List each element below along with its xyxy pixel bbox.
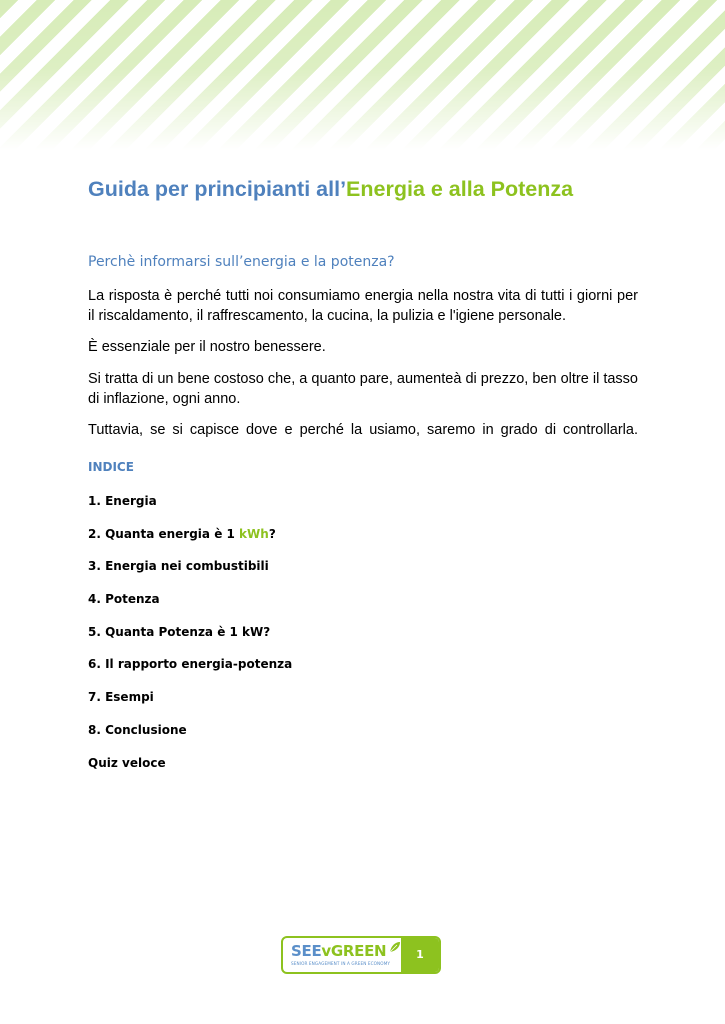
toc-item-rapporto: 6. Il rapporto energia-potenza	[88, 657, 293, 672]
toc-item-esempi: 7. Esempi	[88, 690, 154, 705]
paragraph: Si tratta di un bene costoso che, a quanto pare, aumenteà di prezzo, ben oltre il tasso di inflazione, ogni anno.	[88, 371, 638, 407]
toc-item-kw: 5. Quanta Potenza è 1 kW?	[88, 624, 271, 639]
title-part-1: Guida per principianti all’	[88, 177, 347, 201]
decorative-stripe-header	[0, 0, 725, 150]
paragraph: È essenziale per il nostro benessere.	[88, 339, 326, 355]
toc-item-energia: 1. Energia	[88, 494, 157, 508]
toc-item-conclusione: 8. Conclusione	[88, 722, 187, 737]
table-of-contents	[88, 492, 292, 786]
document-title	[88, 174, 573, 204]
page-number: 1	[401, 938, 439, 972]
logo-v: v	[321, 942, 331, 960]
toc-item-quiz: Quiz veloce	[88, 755, 166, 770]
seeingreen-logo	[283, 938, 401, 972]
toc-item-potenza: 4. Potenza	[88, 592, 160, 607]
title-part-2: Energia e alla Potenza	[346, 177, 574, 201]
toc-item-kwh	[88, 525, 292, 558]
toc-item-kwh-suffix: ?	[268, 526, 276, 541]
toc-item-kwh-text: 2. Quanta energia è 1	[88, 526, 240, 541]
logo-wordmark	[291, 942, 386, 960]
kwh-highlight: kWh	[239, 526, 269, 541]
logo-tagline: SENIOR ENGAGEMENT IN A GREEN ECONOMY	[291, 961, 391, 966]
index-heading: INDICE	[88, 460, 134, 474]
leaf-icon	[389, 941, 401, 953]
logo-green: GREEN	[330, 942, 387, 960]
toc-item-combustibili: 3. Energia nei combustibili	[88, 559, 269, 574]
section-subtitle: Perchè informarsi sull’energia e la potenza?	[88, 254, 395, 270]
logo-see: SEE	[291, 942, 322, 960]
footer-logo-badge	[281, 936, 441, 974]
paragraph: La risposta è perché tutti noi consumiamo energia nella nostra vita di tutti i giorni per il riscaldamento, il raffrescamento, la cucina, la pulizia e l'igiene personale.	[88, 288, 638, 324]
paragraph: Tuttavia, se si capisce dove e perché la usiamo, saremo in grado di controllarla.	[88, 422, 638, 438]
